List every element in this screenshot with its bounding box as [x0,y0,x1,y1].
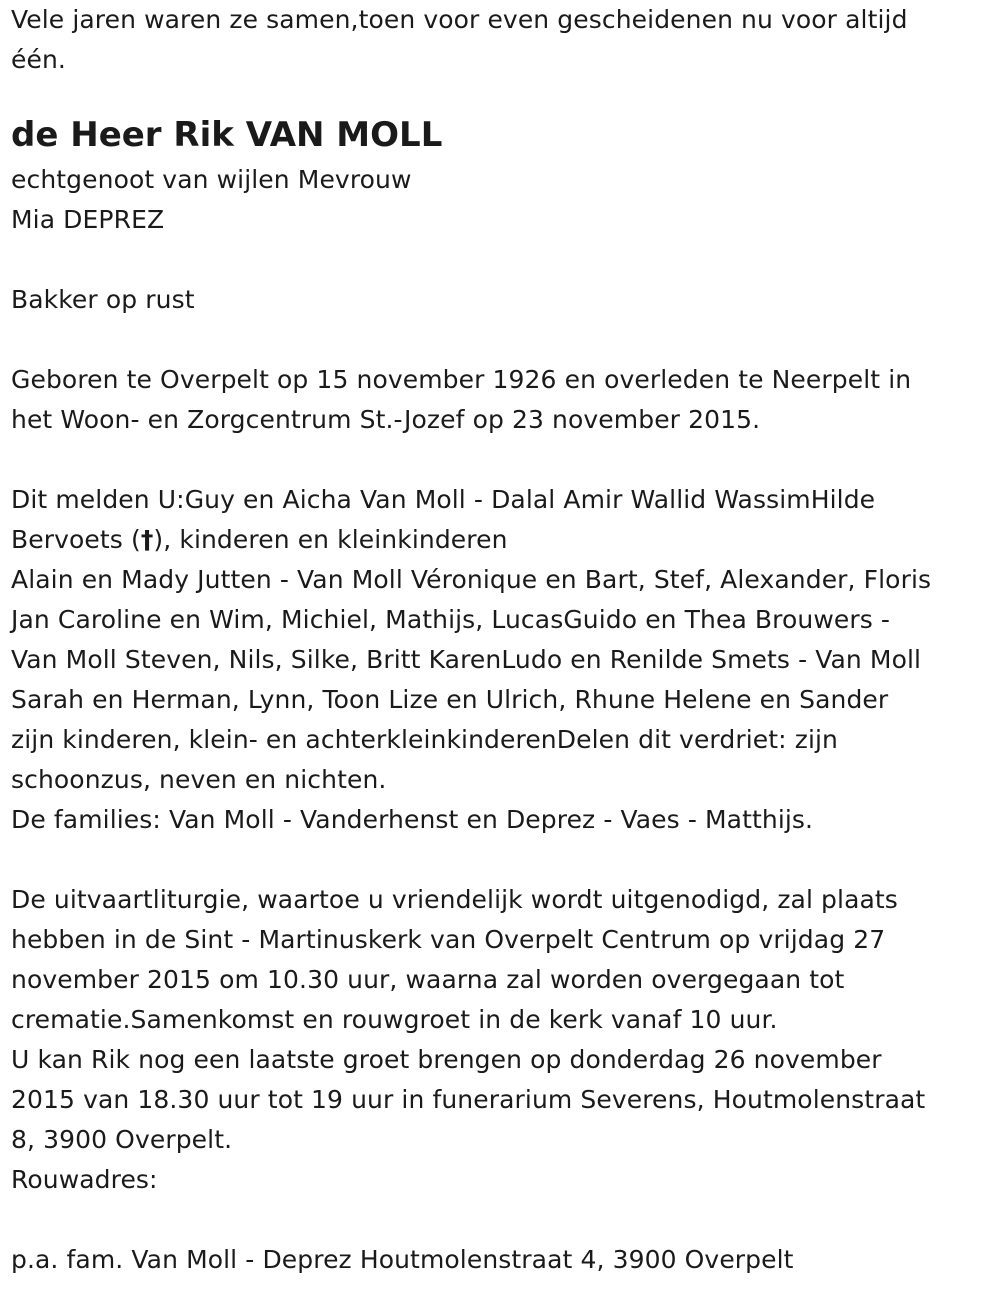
funeral-line-6: 2015 van 18.30 uur tot 19 uur in funerarium Severens, Houtmolenstraat [11,1085,926,1114]
funeral-line-7: 8, 3900 Overpelt. [11,1125,233,1154]
funeral-line-3: november 2015 om 10.30 uur, waarna zal worden overgegaan tot [11,965,845,994]
family-line-9: De families: Van Moll - Vanderhenst en Deprez - Vaes - Matthijs. [11,805,814,834]
funeral-line-2: hebben in de Sint - Martinuskerk van Overpelt Centrum op vrijdag 27 [11,925,886,954]
family-line-6: Sarah en Herman, Lynn, Toon Lize en Ulrich, Rhune Helene en Sander [11,685,889,714]
funeral-line-1: De uitvaartliturgie, waartoe u vriendelijk wordt uitgenodigd, zal plaats [11,885,898,914]
family-line-3: Alain en Mady Jutten - Van Moll Véronique en Bart, Stef, Alexander, Floris [11,565,932,594]
funeral-line-8: Rouwadres: [11,1165,158,1194]
family-line-5: Van Moll Steven, Nils, Silke, Britt KarenLudo en Renilde Smets - Van Moll [11,645,922,674]
death-notice [11,0,991,1280]
family-line-7: zijn kinderen, klein- en achterkleinkinderenDelen dit verdriet: zijn [11,725,838,754]
profession: Bakker op rust [11,285,195,314]
deceased-name: de Heer Rik VAN MOLL [11,115,443,155]
spouse-line-1: echtgenoot van wijlen Mevrouw [11,165,412,194]
family-line-4: Jan Caroline en Wim, Michiel, Mathijs, LucasGuido en Thea Brouwers - [11,605,891,634]
funeral-line-5: U kan Rik nog een laatste groet brengen op donderdag 26 november [11,1045,882,1074]
family-line-2 [11,520,991,560]
family-line-1: Dit melden U:Guy en Aicha Van Moll - Dalal Amir Wallid WassimHilde [11,485,876,514]
cross-icon: † [140,525,154,554]
funeral-line-4: crematie.Samenkomst en rouwgroet in de kerk vanaf 10 uur. [11,1005,778,1034]
family-line-2-end: ), kinderen en kleinkinderen [153,525,508,554]
intro-line-2: één. [11,45,66,74]
family-line-8: schoonzus, neven en nichten. [11,765,387,794]
family-line-2-start: Bervoets ( [11,525,141,554]
spouse-line-2: Mia DEPREZ [11,205,165,234]
address-line: p.a. fam. Van Moll - Deprez Houtmolenstraat 4, 3900 Overpelt [11,1245,794,1274]
birth-death-line-2: het Woon- en Zorgcentrum St.-Jozef op 23 november 2015. [11,405,761,434]
birth-death-line-1: Geboren te Overpelt op 15 november 1926 en overleden te Neerpelt in [11,365,912,394]
intro-line-1: Vele jaren waren ze samen,toen voor even gescheidenen nu voor altijd [11,5,908,34]
